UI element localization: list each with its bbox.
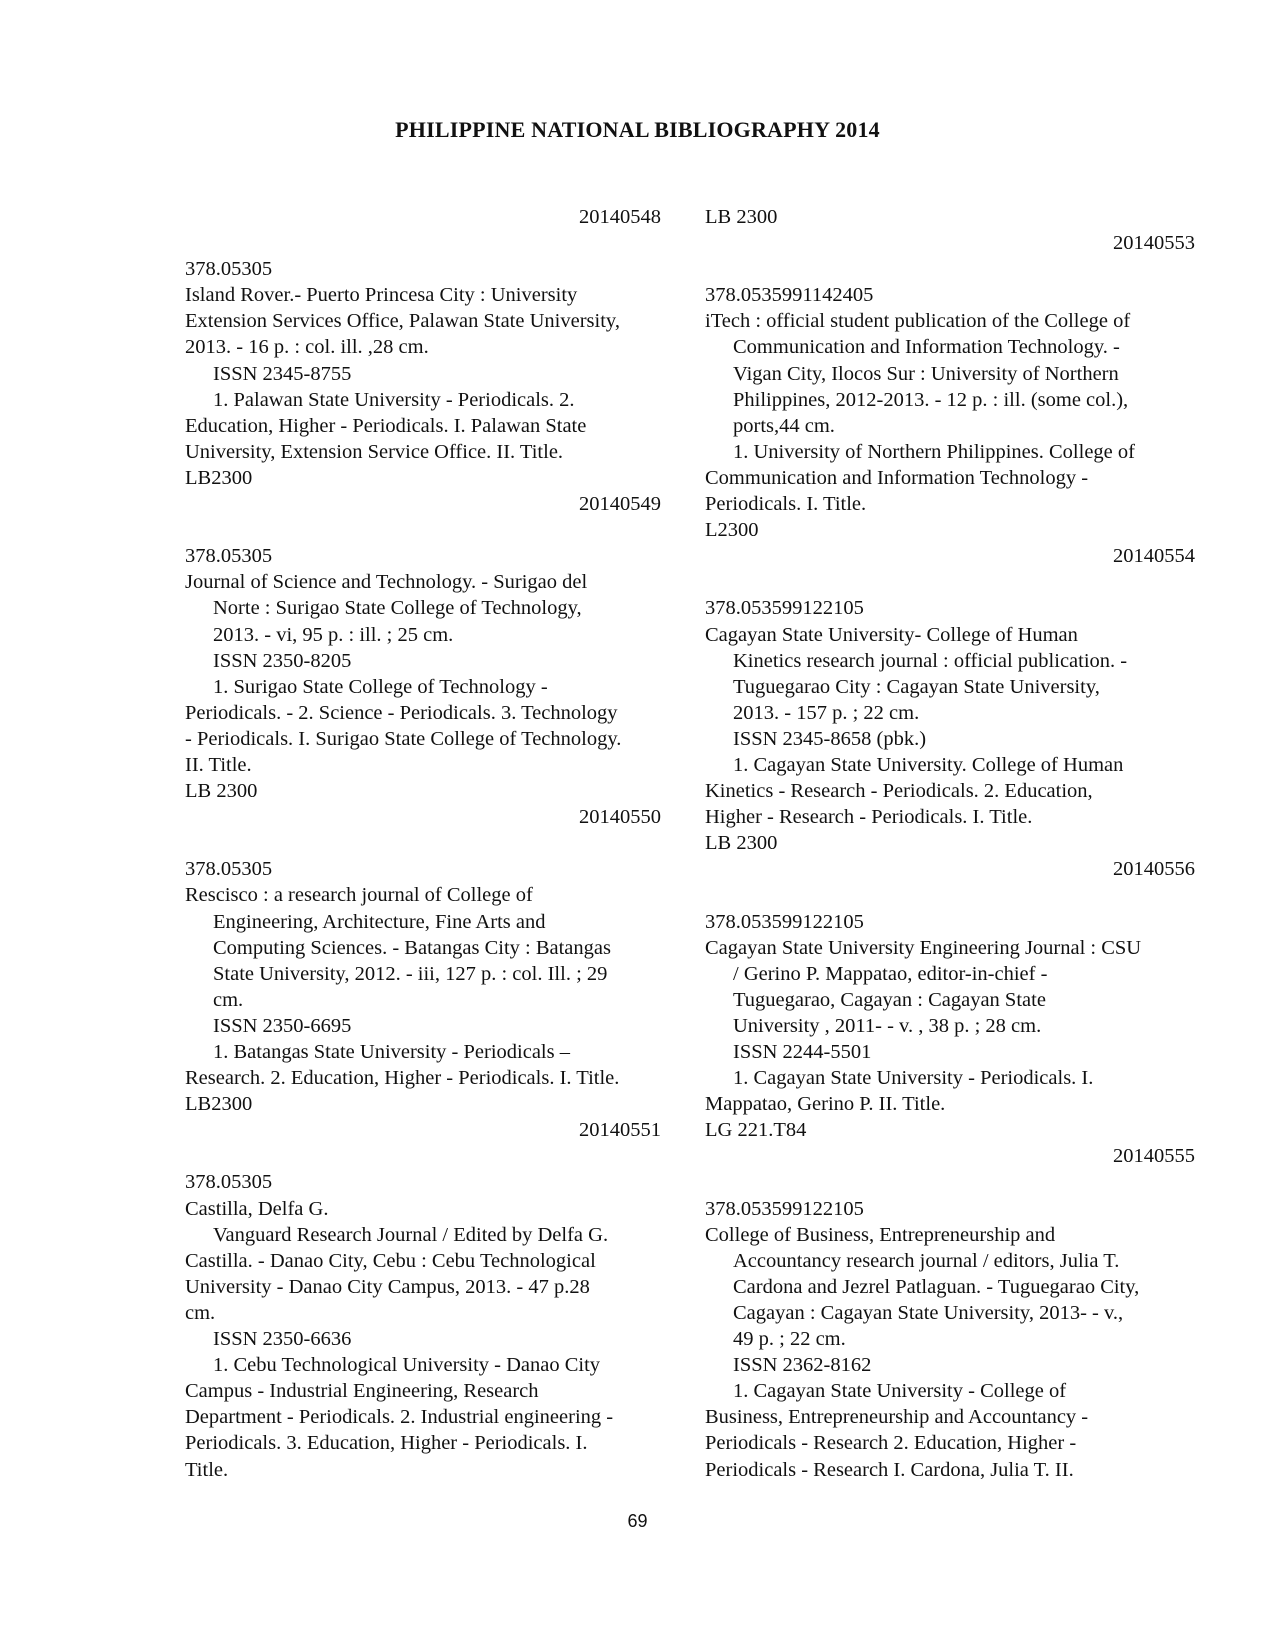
entry-line: Education, Higher - Periodicals. I. Palawan State (185, 414, 587, 437)
entry-line: ISSN 2244-5501 (733, 1041, 872, 1063)
spacer (185, 830, 661, 856)
entry-line: LB2300 (185, 1093, 253, 1116)
record-number: 20140556 (1113, 858, 1195, 881)
entry-line: 2013. - 157 p. ; 22 cm. (733, 701, 920, 724)
entry-line: Tuguegarao City : Cagayan State University, (733, 675, 1100, 698)
entry-line: ISSN 2345-8658 (pbk.) (733, 727, 927, 750)
entry-line: Periodicals - Research I. Cardona, Julia T. II. (705, 1458, 1074, 1481)
page-number: 69 (627, 1511, 648, 1531)
entry-line: LG 221.T84 (705, 1119, 807, 1142)
entry-line: 378.053599122105 (705, 1197, 864, 1220)
entry-line: 378.053599122105 (705, 910, 864, 933)
entry-line: II. Title. (185, 753, 252, 776)
entry-line: Cardona and Jezrel Patlaguan. - Tuguegarao City, (733, 1275, 1140, 1298)
entry-line: LB 2300 (705, 832, 778, 855)
entry-line: ISSN 2350-6636 (213, 1328, 352, 1351)
spacer (705, 882, 1195, 908)
entry-line: Research. 2. Education, Higher - Periodicals. I. Title. (185, 1067, 620, 1090)
entry-line: / Gerino P. Mappatao, editor-in-chief - (733, 962, 1048, 985)
entry-line: 49 p. ; 22 cm. (733, 1328, 846, 1351)
entry-line: 378.05305 (185, 1171, 273, 1194)
entry-line: cm. (185, 1301, 216, 1324)
record-number: 20140551 (579, 1119, 661, 1142)
entry-line: - Periodicals. I. Surigao State College of Technology. (185, 727, 622, 750)
entry-line: 1. Batangas State University - Periodicals – (213, 1041, 570, 1063)
spacer (705, 569, 1195, 595)
entry-line: Title. (185, 1458, 229, 1481)
entry-line: 2013. - 16 p. : col. ill. ,28 cm. (185, 336, 429, 359)
entry-line: Tuguegarao, Cagayan : Cagayan State (733, 988, 1046, 1011)
entry-line: Communication and Information Technology - (705, 466, 1089, 489)
entry-line: Computing Sciences. - Batangas City : Batangas (213, 936, 611, 959)
entry-line: University, Extension Service Office. II. Title. (185, 440, 564, 463)
entry-line: 1. Cagayan State University - College of (733, 1380, 1067, 1403)
entry-line: Cagayan State University Engineering Journal : CSU (705, 936, 1142, 959)
entry-line: College of Business, Entrepreneurship and (705, 1223, 1056, 1246)
entry-line: Periodicals. 3. Education, Higher - Periodicals. I. (185, 1432, 588, 1455)
entry-line: Cagayan : Cagayan State University, 2013- - v., (733, 1301, 1124, 1324)
entry-line: 1. Cagayan State University - Periodicals. I. (733, 1067, 1094, 1090)
entry-line: Castilla, Delfa G. (185, 1197, 329, 1220)
entry-line: LB 2300 (705, 206, 778, 228)
entry-line: Kinetics research journal : official publication. - (733, 649, 1128, 672)
entry-line: Periodicals. - 2. Science - Periodicals. 3. Technology (185, 701, 618, 724)
entry-line: 2013. - vi, 95 p. : ill. ; 25 cm. (213, 623, 454, 646)
entry-line: ISSN 2345-8755 (213, 362, 352, 385)
right-column (705, 204, 1195, 1483)
entry-line: Periodicals. I. Title. (705, 493, 867, 516)
entry-line: Journal of Science and Technology. - Surigao del (185, 571, 588, 594)
spacer (705, 256, 1195, 282)
spacer (185, 230, 661, 256)
entry-line: cm. (213, 988, 244, 1011)
entry-line: Castilla. - Danao City, Cebu : Cebu Technological (185, 1249, 596, 1272)
entry-line: ISSN 2350-8205 (213, 649, 352, 672)
entry-line: Campus - Industrial Engineering, Research (185, 1380, 539, 1403)
entry-line: LB 2300 (185, 780, 258, 803)
record-number: 20140550 (579, 806, 661, 829)
entry-line: Island Rover.- Puerto Princesa City : University (185, 284, 578, 307)
entry-line: Kinetics - Research - Periodicals. 2. Education, (705, 780, 1093, 803)
spacer (705, 1169, 1195, 1195)
entry-line: 378.05305 (185, 545, 273, 568)
entry-line: Rescisco : a research journal of College of (185, 884, 533, 907)
spacer (185, 517, 661, 543)
record-number: 20140549 (579, 493, 661, 516)
entry-line: ISSN 2362-8162 (733, 1354, 872, 1377)
entry-line: Communication and Information Technology. - (733, 336, 1120, 359)
spacer (185, 1143, 661, 1169)
entry-line: Norte : Surigao State College of Technology, (213, 597, 582, 620)
entry-line: Business, Entrepreneurship and Accountancy - (705, 1406, 1089, 1429)
entry-line: 378.05305 (185, 858, 273, 881)
record-number: 20140554 (1113, 545, 1195, 568)
entry-line: Vanguard Research Journal / Edited by Delfa G. (213, 1223, 609, 1246)
entry-line: ports,44 cm. (733, 414, 835, 437)
entry-line: ISSN 2350-6695 (213, 1014, 352, 1037)
entry-line: State University, 2012. - iii, 127 p. : col. Ill. ; 29 (213, 962, 608, 985)
entry-line: Mappatao, Gerino P. II. Title. (705, 1093, 946, 1116)
entry-line: Accountancy research journal / editors, Julia T. (733, 1249, 1120, 1272)
entry-line: 1. Cagayan State University. College of Human (733, 753, 1124, 776)
record-number: 20140548 (579, 206, 661, 228)
entry-line: University - Danao City Campus, 2013. - 47 p.28 (185, 1275, 590, 1298)
entry-line: Cagayan State University- College of Human (705, 623, 1078, 646)
entry-line: Department - Periodicals. 2. Industrial engineering - (185, 1406, 614, 1429)
entry-line: University , 2011- - v. , 38 p. ; 28 cm. (733, 1014, 1042, 1037)
left-column (185, 204, 661, 1483)
entry-line: Vigan City, Ilocos Sur : University of Northern (733, 362, 1119, 385)
entry-line: 378.053599122105 (705, 597, 864, 620)
entry-line: 378.0535991142405 (705, 284, 874, 307)
entry-line: Engineering, Architecture, Fine Arts and (213, 910, 546, 933)
entry-line: 1. Cebu Technological University - Danao City (213, 1354, 601, 1377)
entry-line: L2300 (705, 519, 759, 542)
entry-line: Philippines, 2012-2013. - 12 p. : ill. (some col.), (733, 388, 1129, 411)
entry-line: 1. Surigao State College of Technology - (213, 675, 548, 698)
record-number: 20140553 (1113, 232, 1195, 255)
entry-line: 1. University of Northern Philippines. College of (733, 440, 1135, 463)
entry-line: Higher - Research - Periodicals. I. Title. (705, 806, 1033, 829)
entry-line: Extension Services Office, Palawan State University, (185, 310, 620, 333)
page-title: PHILIPPINE NATIONAL BIBLIOGRAPHY 2014 (395, 117, 880, 142)
entry-line: iTech : official student publication of the College of (705, 310, 1131, 333)
record-number: 20140555 (1113, 1145, 1195, 1168)
entry-line: LB2300 (185, 466, 253, 489)
entry-line: 1. Palawan State University - Periodicals. 2. (213, 388, 575, 411)
entry-line: 378.05305 (185, 258, 273, 281)
entry-line: Periodicals - Research 2. Education, Higher - (705, 1432, 1077, 1455)
